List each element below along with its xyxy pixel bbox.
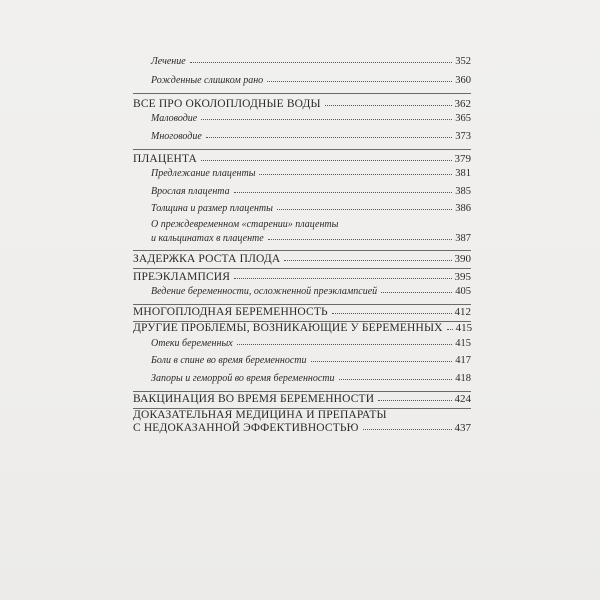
dot-leader [332,313,452,314]
dot-leader [284,260,451,261]
toc-entry-title: Толщина и размер плаценты [151,203,273,214]
toc-entry-title: Отеки беременных [151,338,233,349]
toc-section-title: ПЛАЦЕНТА [133,153,198,165]
toc-entry-title: Многоводие [151,131,202,142]
toc-entry-title: Ведение беременности, осложненной преэклампсией [151,286,378,297]
toc-entry [133,286,471,297]
toc-entry [133,56,471,67]
toc-entry-title: Рожденные слишком рано [151,75,264,86]
toc-entry-page: 352 [455,56,471,67]
toc-section [133,393,471,405]
toc-entry-title: Предлежание плаценты [151,168,256,179]
toc-section-page: 379 [454,153,471,165]
dot-leader [325,105,452,106]
dot-leader [201,160,451,161]
toc-entry [133,131,471,142]
toc-entry [133,75,471,86]
toc-entry-title-line1: О преждевременном «старении» плаценты [151,219,339,230]
dot-leader [237,344,453,345]
toc-section [133,153,471,165]
toc-section [133,306,471,318]
toc-entry [133,186,471,197]
toc-entry-page: 373 [455,131,471,142]
toc-section-page: 437 [454,422,471,434]
dot-leader [277,209,452,210]
toc-section-title-line1: ДОКАЗАТЕЛЬНАЯ МЕДИЦИНА И ПРЕПАРАТЫ [133,409,387,421]
toc-section-title: ВАКЦИНАЦИЯ ВО ВРЕМЯ БЕРЕМЕННОСТИ [133,393,375,405]
dot-leader [363,429,452,430]
toc-section-title: ВСЕ ПРО ОКОЛОПЛОДНЫЕ ВОДЫ [133,98,321,110]
toc-section-title: С НЕДОКАЗАННОЙ ЭФФЕКТИВНОСТЬЮ [133,422,359,434]
dot-leader [206,137,452,138]
toc-entry-title: Врослая плацента [151,186,230,197]
toc-entry-page: 385 [455,186,471,197]
dot-leader [201,119,452,120]
dot-leader [268,239,453,240]
section-divider [133,250,471,251]
toc-entry [133,338,471,349]
toc-section-page: 395 [454,271,471,283]
dot-leader [381,292,452,293]
toc-entry [133,355,471,366]
dot-leader [378,400,451,401]
toc-section [133,409,471,434]
toc-entry [133,373,471,384]
toc-entry-title: Боли в спине во время беременности [151,355,307,366]
dot-leader [234,278,451,279]
toc-section-title: МНОГОПЛОДНАЯ БЕРЕМЕННОСТЬ [133,306,328,318]
toc-section-page: 424 [454,393,471,405]
dot-leader [267,81,452,82]
toc-entry-page: 418 [455,373,471,384]
dot-leader [259,174,452,175]
section-divider [133,391,471,392]
toc-entry-page: 415 [455,338,471,349]
dot-leader [311,361,453,362]
toc-entry-page: 387 [455,233,471,244]
dot-leader [234,192,453,193]
section-divider [133,304,471,305]
toc-section-page: 415 [455,322,473,334]
toc-entry-page: 386 [455,203,471,214]
toc-section-title: ПРЕЭКЛАМПСИЯ [133,271,231,283]
section-divider [133,149,471,150]
toc-entry [133,219,471,244]
section-divider [133,93,471,94]
dot-leader [339,379,453,380]
dot-leader [190,62,453,63]
dot-leader [447,329,453,330]
toc-entry-title: Лечение [151,56,186,67]
toc-section [133,253,471,265]
toc-section-title: ЗАДЕРЖКА РОСТА ПЛОДА [133,253,281,265]
toc-entry [133,113,471,124]
toc-entry-page: 365 [455,113,471,124]
toc-entry-page: 360 [455,75,471,86]
toc-entry-page: 381 [455,168,471,179]
toc-entry [133,168,471,179]
toc-entry-page: 405 [455,286,471,297]
toc-section [133,271,471,283]
toc-entry-page: 417 [455,355,471,366]
toc-section-page: 362 [454,98,471,110]
section-divider [133,268,471,269]
toc-entry-title: Запоры и геморрой во время беременности [151,373,335,384]
toc-section-title: ДРУГИЕ ПРОБЛЕМЫ, ВОЗНИКАЮЩИЕ У БЕРЕМЕННЫХ [133,322,443,334]
toc-entry-title: Маловодие [151,113,198,124]
toc-entry [133,203,471,214]
toc-section [133,322,471,334]
toc-entry-title: и кальцинатах в плаценте [151,233,264,244]
toc-section-page: 412 [454,306,471,318]
toc-section-page: 390 [454,253,471,265]
toc-section [133,98,471,110]
